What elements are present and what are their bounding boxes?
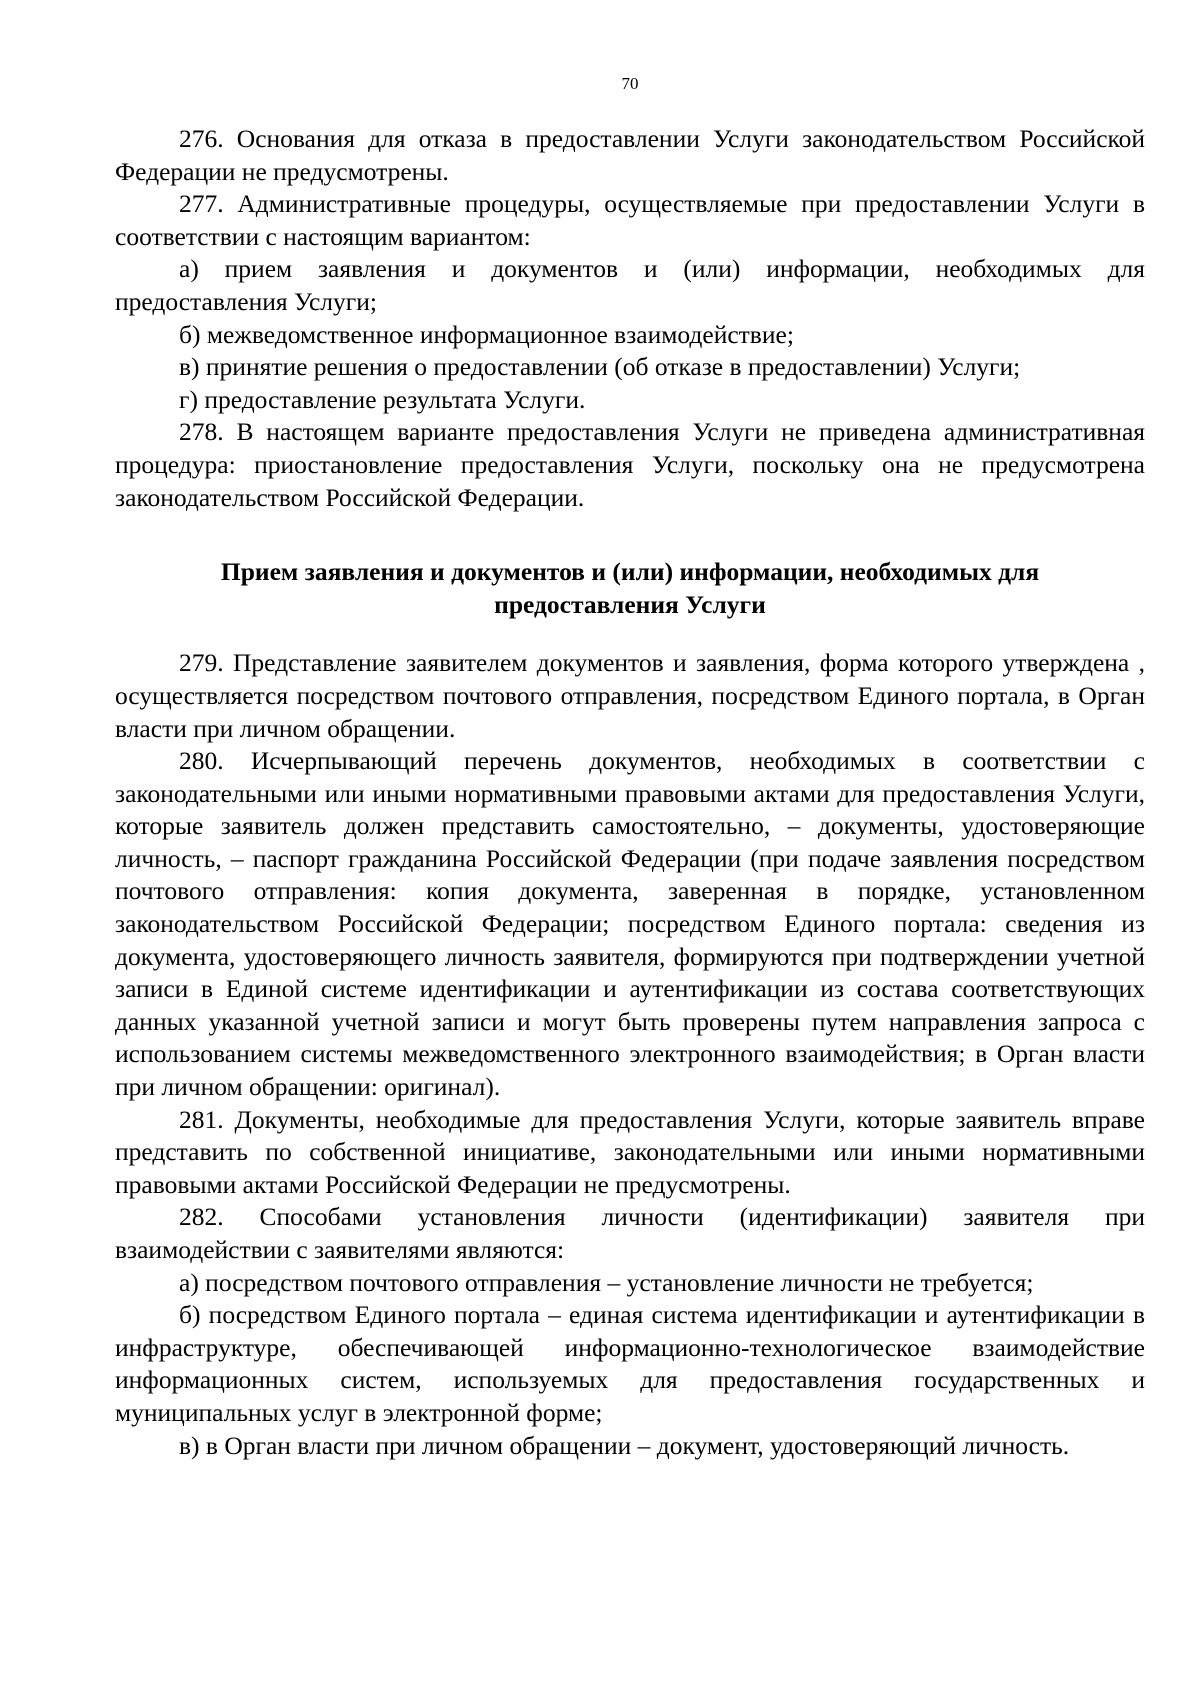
paragraph-280: 280. Исчерпывающий перечень документов, необходимых в соответствии с законодательными или иными нормативными правовыми актами для предоставления Услуги, которые заявитель должен представить самостоятельно, – документы, удостоверяющие личность, – паспорт гражданина Российской Федерации (при подаче заявления посредством почтового отправления: копия документа, заверенная в порядке, установленном законодательством Российской Федерации; посредством Единого портала: сведения из документа, удостоверяющего личность заявителя, формируются при подтверждении учетной записи в Единой системе идентификации и аутентификации из состава соответствующих данных указанной учетной записи и могут быть проверены путем направления запроса с использованием системы межведомственного электронного взаимодействия; в Орган власти при личном обращении: оригинал). [115,746,1145,1102]
paragraph-281: 281. Документы, необходимые для предоставления Услуги, которые заявитель вправе представить по собственной инициативе, законодательными или иными нормативными правовыми актами Российской Федерации не предусмотрены. [115,1104,1145,1199]
list-item-g: г) предоставление результата Услуги. [179,384,586,414]
page-number: 70 [621,74,639,93]
paragraph-279: 279. Представление заявителем документов и заявления, форма которого утверждена , осуществляется посредством почтового отправления, посредством Единого портала, в Орган власти при личном обращении. [115,648,1145,743]
paragraph-278: 278. В настоящем варианте предоставления Услуги не приведена административная процедура: приостановление предоставления Услуги, поскольку она не предусмотрена законодательством Российской Федерации. [115,417,1145,512]
list-item-v-in-person: в) в Орган власти при личном обращении – документ, удостоверяющий личность. [179,1430,1070,1460]
list-item-a: а) прием заявления и документов и (или) информации, необходимых для предоставления Услуги; [115,254,1145,316]
list-item-a-post: а) посредством почтового отправления – установление личности не требуется; [179,1267,1034,1297]
document-body [115,123,1145,1462]
list-item-v: в) принятие решения о предоставлении (об отказе в предоставлении) Услуги; [179,352,1021,382]
section-heading-line-2: предоставления Услуги [494,589,766,619]
paragraph-277: 277. Административные процедуры, осуществляемые при предоставлении Услуги в соответствии с настоящим вариантом: [115,189,1145,251]
list-item-b: б) межведомственное информационное взаимодействие; [179,319,794,349]
section-heading-line-1: Прием заявления и документов и (или) информации, необходимых для [220,557,1040,587]
paragraph-276: 276. Основания для отказа в предоставлении Услуги законодательством Российской Федерации не предусмотрены. [115,124,1145,186]
list-item-b-portal: б) посредством Единого портала – единая система идентификации и аутентификации в инфраструктуре, обеспечивающей информационно-технологическое взаимодействие информационных систем, используемых для предоставления государственных и муниципальных услуг в электронной форме; [115,1300,1145,1427]
paragraph-282: 282. Способами установления личности (идентификации) заявителя при взаимодействии с заявителями являются: [115,1202,1145,1264]
section-heading [115,556,1145,621]
